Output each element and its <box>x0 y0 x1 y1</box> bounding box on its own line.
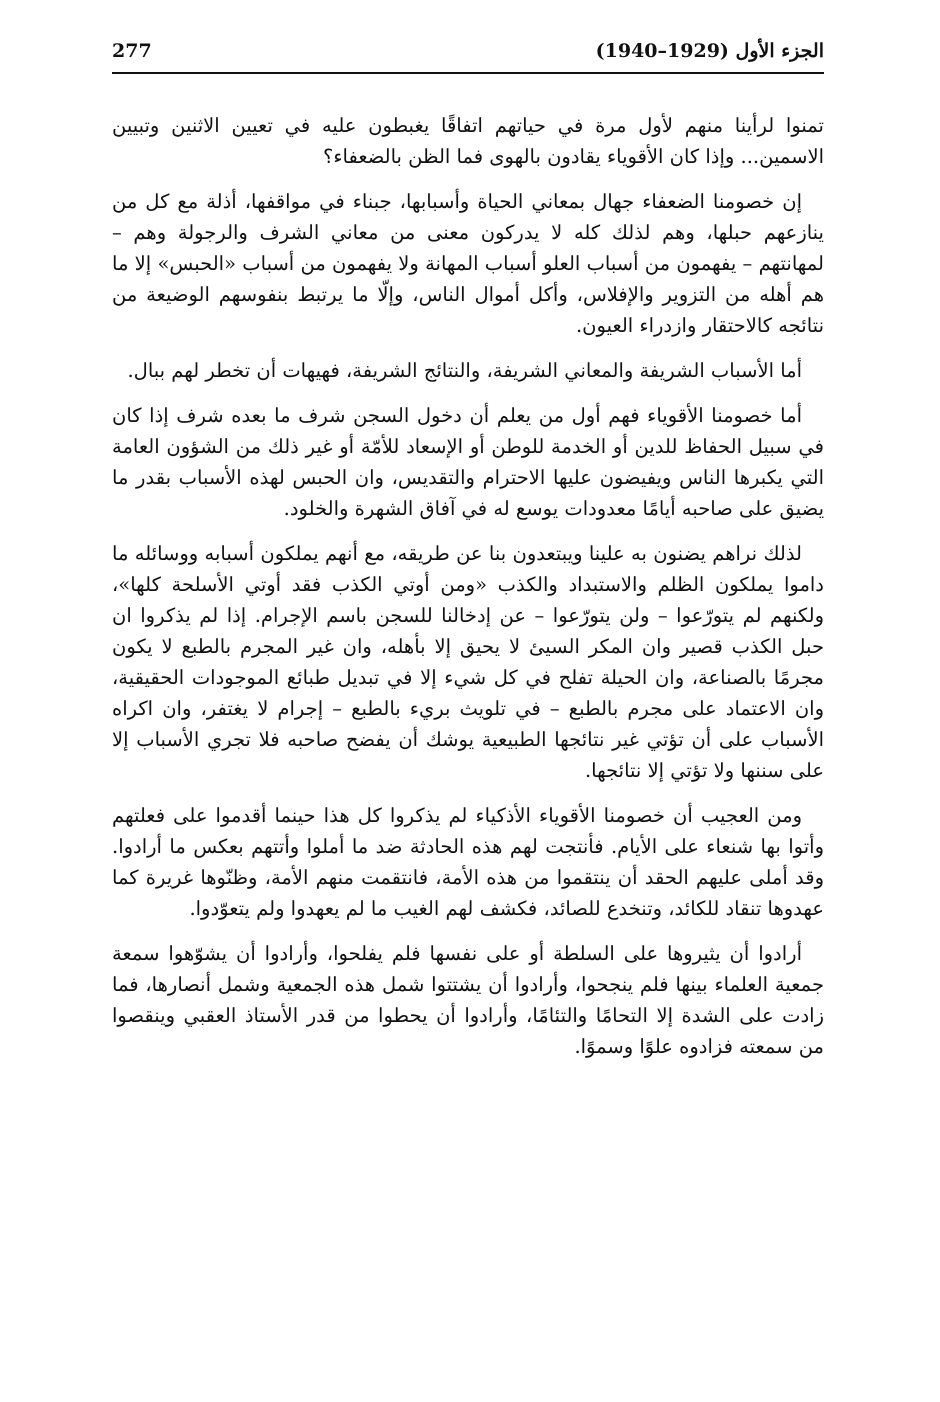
paragraph-2: إن خصومنا الضعفاء جهال بمعاني الحياة وأسبابها، جبناء في مواقفها، أذلة مع كل من ينازعهم حبلها، وهم لذلك كله لا يدركون معنى من معاني الشرف والرجولة وهم – لمهانتهم – يفهمون من أسباب العلو أسباب المهانة ولا يفهمون من أسباب «الحبس» إلا ما هم أهله من التزوير والإفلاس، وأكل أموال الناس، وإلّا ما يرتبط بنفوسهم الوضيعة من نتائجه كالاحتقار وازدراء العيون. <box>112 190 824 337</box>
paragraph-3: أما الأسباب الشريفة والمعاني الشريفة، والنتائج الشريفة، فهيهات أن تخطر لهم ببال. <box>127 359 802 382</box>
paragraph-4: أما خصومنا الأقوياء فهم أول من يعلم أن دخول السجن شرف ما بعده شرف إذا كان في سبيل الحفاظ للدين أو الخدمة للوطن أو الإسعاد للأمّة أو غير ذلك من الشؤون العامة التي يكبرها الناس ويفيضون عليها الاحترام والتقديس، وان الحبس لهذه الأسباب بقدر ما يضيق على صاحبه أيامًا معدودات يوسع له في آفاق الشهرة والخلود. <box>112 404 824 520</box>
running-title: الجزء الأول (1929–1940) <box>595 40 824 62</box>
paragraph-7: أرادوا أن يثيروها على السلطة أو على نفسها فلم يفلحوا، وأرادوا أن يشوّهوا سمعة جمعية العلماء بينها فلم ينجحوا، وأرادوا أن يشتتوا شمل هذه الجمعية وشمل أنصارها، فما زادت على الشدة إلا التحامًا والتئامًا، وأرادوا أن يحطوا من قدر الأستاذ العقبي وينقصوا من سمعته فزادوه علوًا وسموًا. <box>112 942 824 1058</box>
paragraph-1: تمنوا لرأينا منهم لأول مرة في حياتهم اتفاقًا يغبطون عليه في تعيين الاثنين وتبيين الاسمين... وإذا كان الأقوياء يقادون بالهوى فما الظن بالضعفاء؟ <box>112 114 824 168</box>
paragraph-6: ومن العجيب أن خصومنا الأقوياء الأذكياء لم يذكروا كل هذا حينما أقدموا على فعلتهم وأتوا بها شنعاء على الأيام. فأنتجت لهم هذه الحادثة ضد ما أملوا وأتتهم بعكس ما أرادوا. وقد أملى عليهم الحقد أن ينتقموا من هذه الأمة، فانتقمت منهم الأمة، وظنّوها غريرة كما عهدوها تنقاد للكائد، وتنخدع للصائد، فكشف لهم الغيب ما لم يعهدوا ولم يتعوّدوا. <box>112 804 824 920</box>
page-number: 277 <box>112 40 152 62</box>
paragraph-5: لذلك نراهم يضنون به علينا ويبتعدون بنا عن طريقه، مع أنهم يملكون أسبابه ووسائله ما داموا يملكون الظلم والاستبداد والكذب «ومن أوتي الكذب فقد أوتي الأسلحة كلها»، ولكنهم لم يتورّعوا – ولن يتورّعوا – عن إدخالنا للسجن باسم الإجرام. إذا لم يذكروا ان حبل الكذب قصير وان المكر السيئ لا يحيق إلا بأهله، وان غير المجرم بالطبع لا يكون مجرمًا بالصناعة، وان الحيلة تفلح في كل شيء إلا في تبديل طبائع الموجودات الحقيقية، وان الاعتماد على مجرم بالطبع – في تلويث بريء بالطبع – إجرام لا يغتفر، وان اكراه الأسباب على أن تؤتي غير نتائجها الطبيعية يوشك أن يفضح صاحبه فلا تجري الأسباب إلا على سننها ولا تؤتي إلا نتائجها. <box>112 542 824 782</box>
body-text <box>112 110 824 1076</box>
page-header <box>112 38 824 74</box>
